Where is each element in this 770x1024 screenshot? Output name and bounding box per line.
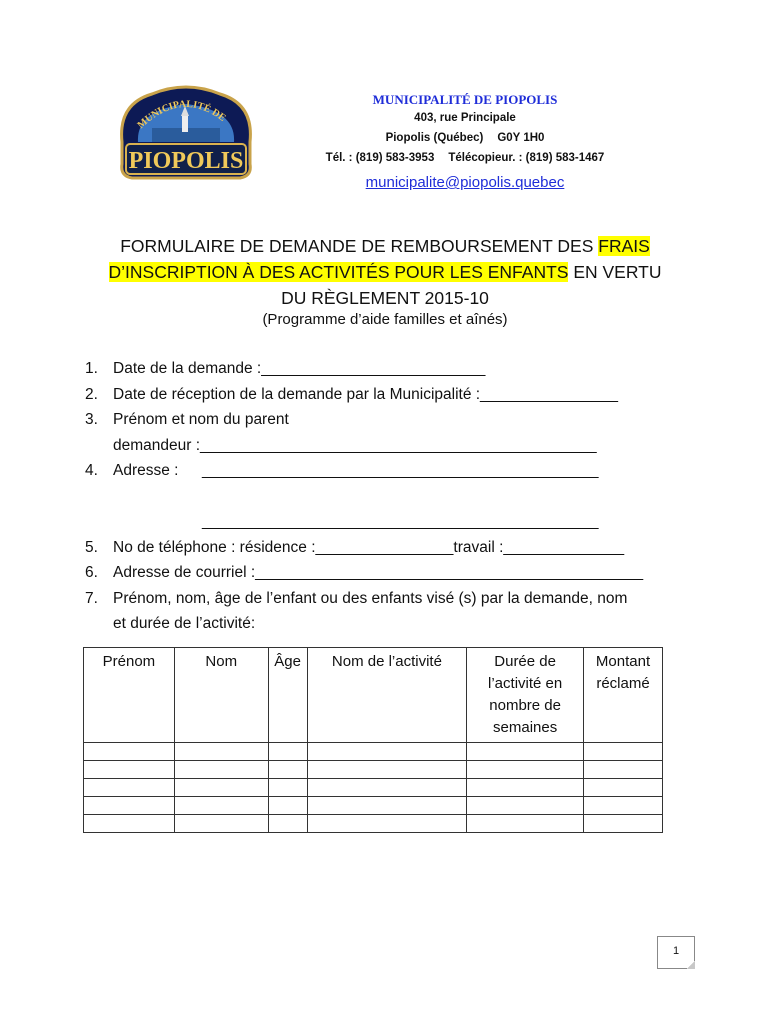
piopolis-logo: [112, 84, 260, 184]
title-highlighted: FRAIS D’INSCRIPTION À DES ACTIVITÉS POUR LES ENFANTS: [108, 236, 650, 282]
contact-line: [300, 148, 630, 168]
col-header-duration: Durée de l’activité en nombre de semaines: [467, 648, 584, 743]
field-children-info: 7. Prénom, nom, âge de l’enfant ou des enfants visé (s) par la demande, nom et durée de l’activité:: [85, 589, 628, 632]
table-header-row: [84, 648, 663, 743]
col-header-activity-name: Nom de l’activité: [307, 648, 467, 743]
logo-text: PIOPOLIS: [128, 148, 244, 174]
children-activities-table: [83, 647, 663, 833]
city: Piopolis (Québec): [385, 132, 484, 144]
field-reception-date[interactable]: 2. Date de réception de la demande par la Municipalité :________________: [85, 385, 618, 403]
col-header-last-name: Nom: [174, 648, 268, 743]
field-parent-name[interactable]: 3. Prénom et nom du parent demandeur :______________________________________________: [85, 411, 597, 454]
fax: Télécopieur. : (819) 583-1467: [448, 152, 605, 164]
table-row[interactable]: [84, 779, 663, 797]
field-address[interactable]: 4. Adresse : ______________________________________________ ______________________________________________: [85, 462, 599, 530]
city-line: [300, 128, 630, 148]
street-address: 403, rue Principale: [414, 112, 516, 124]
table-row[interactable]: [84, 743, 663, 761]
form-subtitle: (Programme d’aide familles et aînés): [262, 311, 508, 328]
field-phone[interactable]: 5. No de téléphone : résidence :________________travail :______________: [85, 538, 625, 556]
postal-code: G0Y 1H0: [497, 132, 545, 144]
organization-name: MUNICIPALITÉ DE PIOPOLIS: [372, 92, 558, 107]
page-number: 1: [657, 936, 695, 969]
letterhead: [300, 92, 630, 191]
form-fields: [85, 356, 685, 637]
field-email[interactable]: 6. Adresse de courriel :_____________________________________________: [85, 564, 644, 581]
field-request-date[interactable]: 1. Date de la demande :__________________________: [85, 360, 486, 377]
form-title: [100, 233, 670, 311]
table-row[interactable]: [84, 815, 663, 833]
telephone: Tél. : (819) 583-3953: [325, 152, 435, 164]
table-row[interactable]: [84, 761, 663, 779]
col-header-first-name: Prénom: [84, 648, 175, 743]
title-part-1: FORMULAIRE DE DEMANDE DE REMBOURSEMENT DES: [120, 236, 599, 256]
title-part-3: EN VERTU DU RÈGLEMENT 2015-10: [281, 262, 662, 308]
logo-arc-text: MUNICIPALITÉ DE: [135, 98, 228, 131]
email-link[interactable]: municipalite@piopolis.quebec: [365, 174, 565, 191]
col-header-amount: Montant réclamé: [584, 648, 663, 743]
table-row[interactable]: [84, 797, 663, 815]
col-header-age: Âge: [268, 648, 307, 743]
